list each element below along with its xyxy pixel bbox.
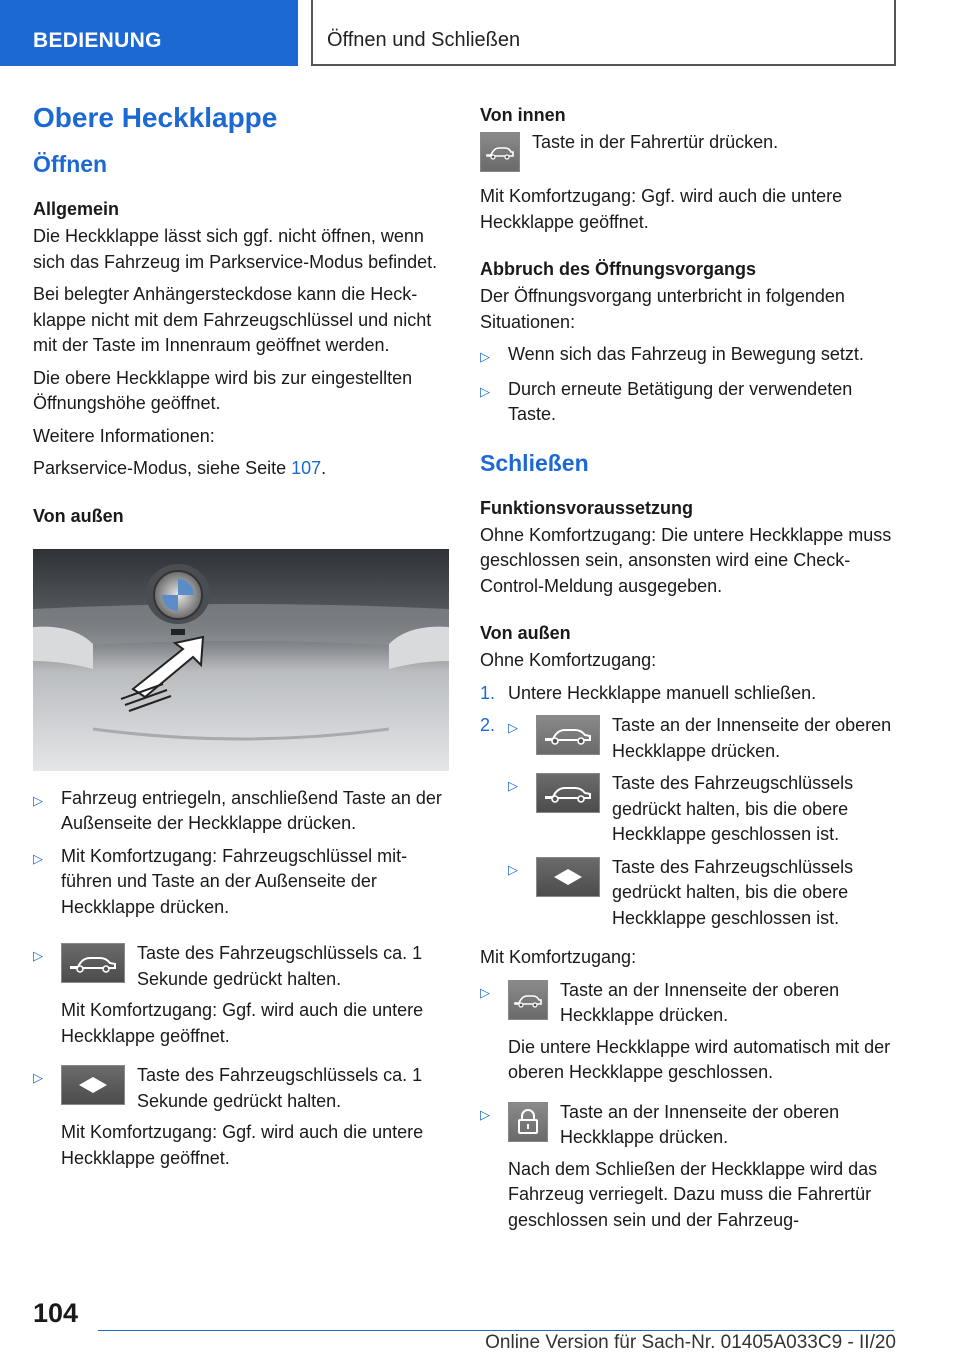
car-tailgate-key-icon [61,943,125,983]
bullet-triangle-icon: ▷ [33,792,43,808]
footer-divider [98,1330,894,1331]
list-item: ▷ Taste des Fahrzeugschlüssels ca. 1 Sekunde gedrückt halten. Mit Komfortzugang: Ggf. wird auch die untere Heckklappe geöffnet. [33,941,449,1056]
note: Mit Komfortzugang: Ggf. wird auch die untere Heckklappe geöffnet. [61,1000,424,1046]
list-item: ▷ Taste an der Innenseite der oberen Heckklappe drücken. Die untere Heckklappe wird automatisch mit der oberen Heckklappe geschlossen. [480,978,892,1093]
tailgate-button-illustration [33,549,449,771]
list-item: ▷ Fahrzeug entriegeln, anschließend Taste an der Außenseite der Heckklappe drücken. [33,786,449,837]
step-number: 1. [480,682,496,703]
bullet-triangle-icon: ▷ [480,349,490,365]
bullet-triangle-icon: ▷ [480,1106,490,1122]
car-tailgate-button-icon [508,980,548,1020]
paragraph: Mit Komfortzugang: [480,947,637,968]
page-header [0,0,960,66]
bullet-triangle-icon: ▷ [508,861,518,877]
section-label: BEDIENUNG [0,0,298,66]
lock-icon [508,1102,548,1142]
section-heading-oeffnen: Öffnen [33,151,108,178]
list-item: ▷ Taste an der Innenseite der oberen Heckklappe drücken. Nach dem Schließen der Heckklappe wird das Fahrzeug verriegelt. Dazu muss die Fahrertür geschlossen sein und der Fahrzeug- [480,1100,892,1241]
section-heading-schliessen: Schließen [480,449,589,476]
bullet-triangle-icon: ▷ [33,948,43,964]
page-title: Obere Heckklappe [33,102,278,133]
page-number: 104 [33,1298,79,1328]
car-tailgate-button-icon [480,132,520,172]
paragraph: Die obere Heckklappe wird bis zur eingestellten Öffnungshöhe geöffnet. [33,367,413,414]
bullet-triangle-icon: ▷ [508,720,518,736]
diamond-key-icon [536,857,600,897]
heading-von-innen: Von innen [480,105,566,125]
list-item [480,713,892,938]
list-item: ▷ Taste des Fahrzeugschlüssels gedrückt halten, bis die obere Heckklappe geschlossen ist. [508,771,892,848]
paragraph: Die Heckklappe lässt sich ggf. nicht öffnen, wenn sich das Fahrzeug im Parkservice-Modus befindet. [33,226,438,272]
list-item: 1. Untere Heckklappe manuell schließen. [480,681,892,707]
chapter-title: Öffnen und Schließen [311,0,896,66]
paragraph: Weitere Informationen: [33,425,215,446]
bullet-triangle-icon: ▷ [508,778,518,794]
paragraph-crossref: Parkservice-Modus, siehe Seite 107. [33,458,327,479]
paragraph: Ohne Komfortzugang: [480,650,657,671]
diamond-key-icon [61,1065,125,1105]
heading-allgemein: Allgemein [33,199,120,220]
car-tailgate-button-icon [536,715,600,755]
footer-version: Online Version für Sach-Nr. 01405A033C9 - II/20 [485,1332,896,1353]
bullet-triangle-icon: ▷ [33,850,43,866]
list-item: ▷ Taste des Fahrzeugschlüssels gedrückt halten, bis die obere Heckklappe geschlossen ist. [508,855,892,932]
heading-funktionsvoraussetzung: Funktionsvoraussetzung [480,497,694,518]
bullet-triangle-icon: ▷ [480,383,490,399]
list-item: ▷ Durch erneute Betätigung der verwendeten Taste. [480,377,892,428]
paragraph: Bei belegter Anhängersteckdose kann die Heckklappe nicht mit dem Fahrzeugschlüssel und nicht mit der Taste im Innenraum geöffnet werden. [33,284,432,356]
list-item: ▷ Wenn sich das Fahrzeug in Bewegung setzt. [480,342,892,370]
car-tailgate-key-icon [536,773,600,813]
list-item: ▷ Mit Komfortzugang: Fahrzeugschlüssel mitführen und Taste an der Außenseite der Heckklappe drücken. [33,844,449,921]
heading-von-aussen: Von außen [33,505,124,526]
list-item: ▷ Taste an der Innenseite der oberen Heckklappe drücken. [508,713,892,764]
heading-abbruch: Abbruch des Öffnungsvorgangs [480,259,757,280]
note: Die untere Heckklappe wird automatisch mit der oberen Heckklappe geschlossen. [508,1036,891,1083]
note: Mit Komfortzugang: Ggf. wird auch die untere Heckklappe geöffnet. [480,186,843,232]
list-item: ▷ Taste des Fahrzeugschlüssels ca. 1 Sekunde gedrückt halten. Mit Komfortzugang: Ggf. wird auch die untere Heckklappe geöffnet. [33,1063,449,1178]
right-column: Von innen Taste in der Fahrertür drücken. Mit Komfortzugang: Ggf. wird auch die untere Heckklappe geöffnet. Abbruch des Öffnungsvorgangs Der Öffnungsvorgang unterbricht in folgenden Situationen: ▷ Wenn sich das Fahrzeug in Bewegung setzt. ▷ Durch erneute Betätigung der verwendeten Taste. Schließen Funktionsvoraussetzung Ohne Komfortzugang: Die untere Heckklappe muss geschlossen sein, ansonsten wird eine Check-Control-Meldung ausgegeben. Von außen Ohne Komfortzugang: 1. Untere Heckklappe manuell schließen. 2. ▷ Taste an der Innenseite der oberen Heckklappe drücken. ▷ Taste des Fahrzeugschlüssels gedrückt halten, bis die obere Heckklappe geschlossen ist. ▷ Taste des Fahrzeugschlüssels gedrückt halten, bis die obere Heckklappe geschlossen ist. Mit Komfortzugang: ▷ Taste an der Innenseite der oberen Heckklappe drücken. Die untere Heckklappe wird automatisch mit der oberen Heckklappe geschlossen. ▷ Taste an der Innenseite der oberen Heckklappe drücken. Nach dem Schließen der Heckklappe wird das Fahrzeug verriegelt. Dazu muss die Fahrertür geschlossen sein und der Fahrzeug- [480,102,892,1247]
step-number: 2. [480,715,496,736]
heading-von-aussen-schliessen: Von außen [480,623,571,644]
bullet-triangle-icon: ▷ [33,1070,43,1086]
page-link[interactable]: 107 [291,458,322,479]
paragraph: Ohne Komfortzugang: Die untere Heckklappe muss geschlossen sein, ansonsten wird eine Check-Control-Meldung ausgegeben. [480,524,892,596]
note: Mit Komfortzugang: Ggf. wird auch die untere Heckklappe geöffnet. [61,1122,424,1168]
paragraph: Der Öffnungsvorgang unterbricht in folgenden Situationen: [480,286,845,332]
note: Nach dem Schließen der Heckklappe wird das Fahrzeug verriegelt. Dazu muss die Fahrertür geschlossen sein und der Fahrzeug- [508,1158,878,1230]
left-column [33,100,449,1185]
bullet-triangle-icon: ▷ [480,984,490,1000]
